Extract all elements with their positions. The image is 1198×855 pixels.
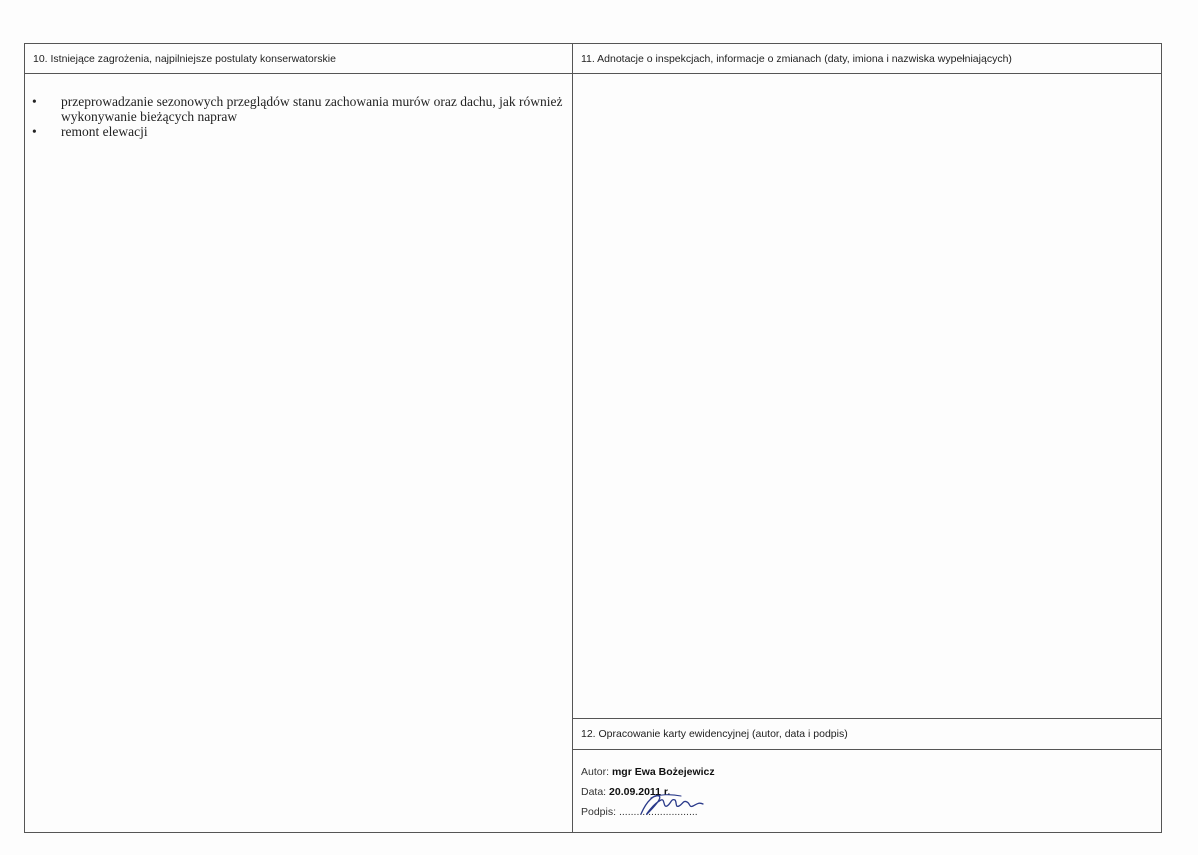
- author-label: Autor:: [581, 766, 610, 778]
- signature-field: [619, 802, 698, 822]
- signature-line: [581, 802, 715, 822]
- signature-dots: ...........................: [618, 806, 698, 818]
- date-value: 20.09.2011 r.: [609, 786, 671, 798]
- author-line: [581, 762, 715, 782]
- list-item: [25, 94, 565, 124]
- bullet-icon: •: [32, 124, 37, 139]
- section-10-title: 10. Istniejące zagrożenia, najpilniejsze postulaty konserwatorskie: [33, 52, 336, 65]
- section-11-title: 11. Adnotacje o inspekcjach, informacje o zmianach (daty, imiona i nazwiska wypełniających): [581, 52, 1012, 65]
- signature-label: Podpis:: [581, 806, 617, 818]
- author-value: mgr Ewa Bożejewicz: [611, 766, 715, 778]
- handwritten-signature-icon: [637, 790, 707, 820]
- header-divider: [25, 73, 1161, 74]
- bullet-icon: •: [32, 94, 37, 109]
- list-item: [25, 124, 565, 139]
- date-label: Data:: [581, 786, 607, 798]
- form-frame: [24, 43, 1162, 833]
- section-10-list: [25, 94, 565, 139]
- list-item-text: przeprowadzanie sezonowych przeglądów stanu zachowania murów oraz dachu, jak również wykonywanie bieżących napraw: [61, 94, 563, 124]
- section-12-header-divider: [573, 749, 1161, 750]
- list-item-text: remont elewacji: [61, 124, 148, 139]
- section-12-title: 12. Opracowanie karty ewidencyjnej (autor, data i podpis): [581, 728, 848, 740]
- section-12-body: [581, 762, 715, 822]
- column-divider: [572, 44, 573, 832]
